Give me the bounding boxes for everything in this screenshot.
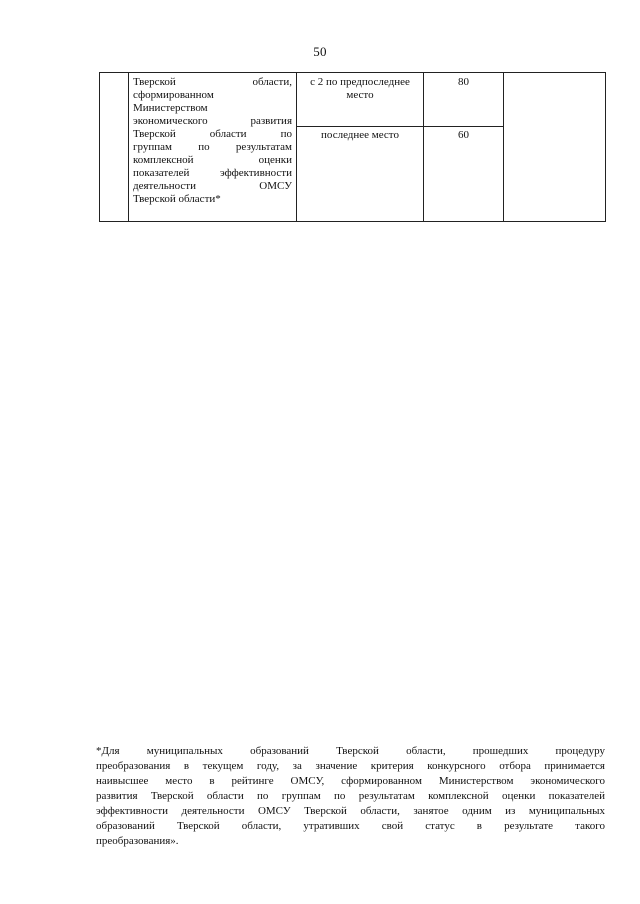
row-number-cell bbox=[100, 73, 129, 222]
footnote-line: наивысшее место в рейтинге ОМСУ, сформированном Министерством экономического bbox=[96, 775, 605, 787]
footnote-line: образований Тверской области, утративших свой статус в результате такого bbox=[96, 820, 605, 832]
footnote-line: развития Тверской области по группам по результатам комплексной оценки показателей bbox=[96, 790, 605, 802]
footnote bbox=[96, 744, 605, 849]
criterion-line: показателей эффективности bbox=[133, 167, 292, 179]
criterion-line: сформированном bbox=[133, 89, 214, 101]
criterion-line: экономического развития bbox=[133, 115, 292, 127]
criterion-line: Тверской области по bbox=[133, 128, 292, 140]
score-cell: 60 bbox=[424, 127, 504, 222]
footnote-line: *Для муниципальных образований Тверской области, прошедших процедуру bbox=[96, 745, 605, 757]
footnote-line: преобразования в текущем году, за значение критерия конкурсного отбора принимается bbox=[96, 760, 605, 772]
footnote-line: преобразования». bbox=[96, 835, 179, 847]
condition-cell: последнее место bbox=[297, 127, 424, 222]
criterion-line: Тверской области, bbox=[133, 76, 292, 88]
condition-cell: с 2 по предпоследнее место bbox=[297, 73, 424, 127]
footnote-line: эффективности деятельности ОМСУ Тверской области, занятое одним из муниципальных bbox=[96, 805, 605, 817]
score-cell: 80 bbox=[424, 73, 504, 127]
table-row bbox=[100, 73, 606, 127]
criterion-cell bbox=[129, 73, 297, 222]
criterion-line: группам по результатам bbox=[133, 141, 292, 153]
criterion-line: Тверской области* bbox=[133, 193, 221, 205]
extra-cell bbox=[504, 73, 606, 222]
page-number: 50 bbox=[313, 44, 327, 59]
criterion-line: Министерством bbox=[133, 102, 208, 114]
criteria-table bbox=[99, 72, 606, 222]
criterion-line: комплексной оценки bbox=[133, 154, 292, 166]
criterion-line: деятельности ОМСУ bbox=[133, 180, 292, 192]
